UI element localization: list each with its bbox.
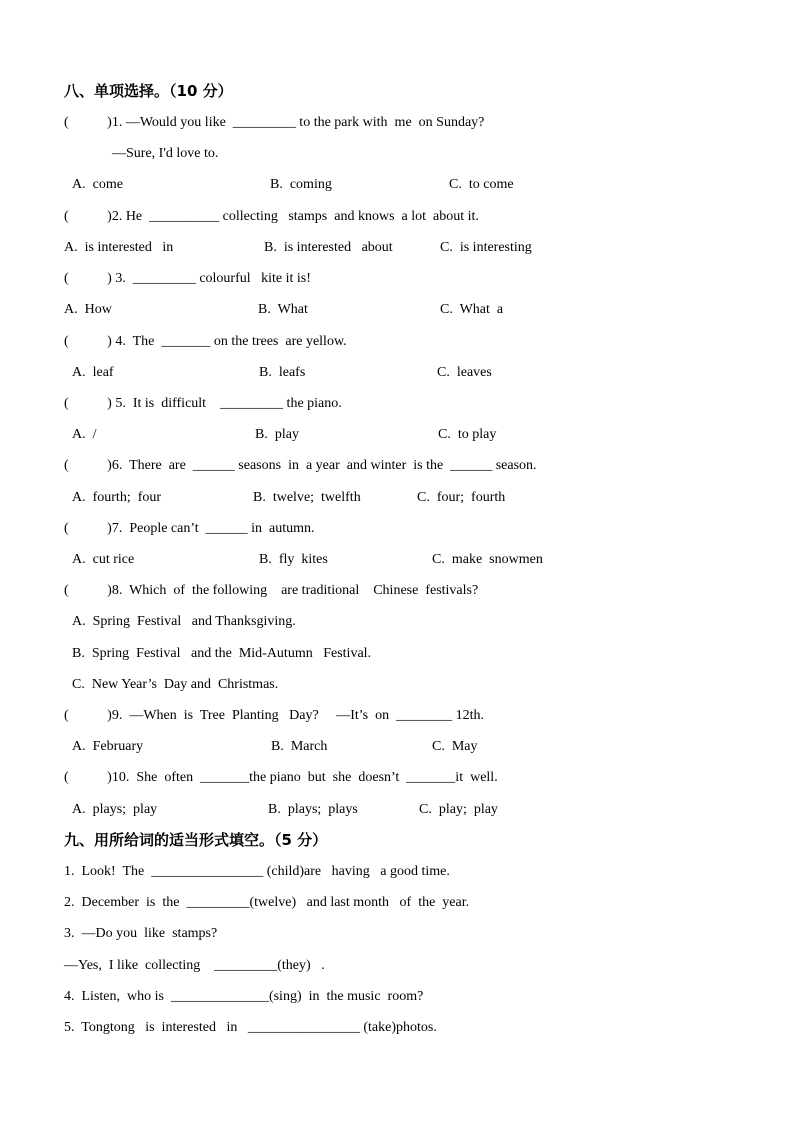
question-7-option-a: A. cut rice	[72, 552, 135, 567]
question-1-stem: ( )1. —Would you like _________ to the park with me on Sunday?	[64, 115, 485, 130]
question-4-option-a: A. leaf	[72, 365, 114, 380]
question-5-options	[0, 426, 794, 444]
question-1-option-c: C. to come	[449, 177, 514, 192]
question-6-options	[0, 489, 794, 507]
question-8-option-a: A. Spring Festival and Thanksgiving.	[72, 614, 296, 629]
question-3-option-c: C. What a	[440, 302, 504, 317]
question-7-options	[0, 551, 794, 569]
question-2-stem: ( )2. He __________ collecting stamps and knows a lot about it.	[64, 209, 479, 224]
question-9-stem: ( )9. —When is Tree Planting Day? —It’s on ________ 12th.	[64, 708, 484, 723]
question-4-option-c: C. leaves	[437, 365, 492, 380]
question-9-option-c: C. May	[432, 739, 478, 754]
question-1-option-a: A. come	[72, 177, 123, 192]
question-5-option-a: A. /	[72, 427, 97, 442]
question-4-options	[0, 364, 794, 382]
question-1-reply: —Sure, I'd love to.	[112, 146, 219, 161]
question-6-option-c: C. four; fourth	[417, 490, 506, 505]
fill-item-5: 5. Tongtong is interested in ________________ (take)photos.	[64, 1020, 437, 1035]
question-2-option-a: A. is interested in	[64, 240, 174, 255]
question-6-option-a: A. fourth; four	[72, 490, 162, 505]
question-1-option-b: B. coming	[270, 177, 332, 192]
fill-item-3-reply: —Yes, I like collecting _________(they) .	[64, 958, 325, 973]
question-9-option-b: B. March	[271, 739, 328, 754]
question-8-option-b: B. Spring Festival and the Mid-Autumn Festival.	[72, 646, 372, 661]
question-8-option-c: C. New Year’s Day and Christmas.	[72, 677, 279, 692]
question-10-option-a: A. plays; play	[72, 802, 158, 817]
question-4-stem: ( ) 4. The _______ on the trees are yellow.	[64, 334, 347, 349]
fill-item-3: 3. —Do you like stamps?	[64, 926, 218, 941]
question-2-option-b: B. is interested about	[264, 240, 393, 255]
question-4-option-b: B. leafs	[259, 365, 306, 380]
question-10-stem: ( )10. She often _______the piano but she doesn’t _______it well.	[64, 770, 498, 785]
question-3-option-a: A. How	[64, 302, 112, 317]
question-10-option-c: C. play; play	[419, 802, 498, 817]
section-8-heading: 八、单项选择。（10 分）	[64, 82, 233, 100]
question-6-stem: ( )6. There are ______ seasons in a year and winter is the ______ season.	[64, 458, 537, 473]
question-9-options	[0, 738, 794, 756]
question-7-option-b: B. fly kites	[259, 552, 328, 567]
question-2-option-c: C. is interesting	[440, 240, 532, 255]
question-1-options	[0, 176, 794, 194]
question-10-option-b: B. plays; plays	[268, 802, 358, 817]
question-2-options	[0, 239, 794, 257]
question-6-option-b: B. twelve; twelfth	[253, 490, 361, 505]
fill-item-2: 2. December is the _________(twelve) and last month of the year.	[64, 895, 470, 910]
question-3-options	[0, 301, 794, 319]
question-9-option-a: A. February	[72, 739, 144, 754]
question-7-option-c: C. make snowmen	[432, 552, 543, 567]
fill-item-1: 1. Look! The ________________ (child)are having a good time.	[64, 864, 450, 879]
question-5-option-c: C. to play	[438, 427, 497, 442]
question-3-option-b: B. What	[258, 302, 308, 317]
fill-item-4: 4. Listen, who is ______________(sing) in the music room?	[64, 989, 424, 1004]
question-3-stem: ( ) 3. _________ colourful kite it is!	[64, 271, 311, 286]
section-9-heading: 九、用所给词的适当形式填空。（5 分）	[64, 831, 328, 849]
question-5-stem: ( ) 5. It is difficult _________ the piano.	[64, 396, 342, 411]
question-10-options	[0, 801, 794, 819]
question-7-stem: ( )7. People can’t ______ in autumn.	[64, 521, 315, 536]
question-5-option-b: B. play	[255, 427, 299, 442]
question-8-stem: ( )8. Which of the following are traditional Chinese festivals?	[64, 583, 479, 598]
